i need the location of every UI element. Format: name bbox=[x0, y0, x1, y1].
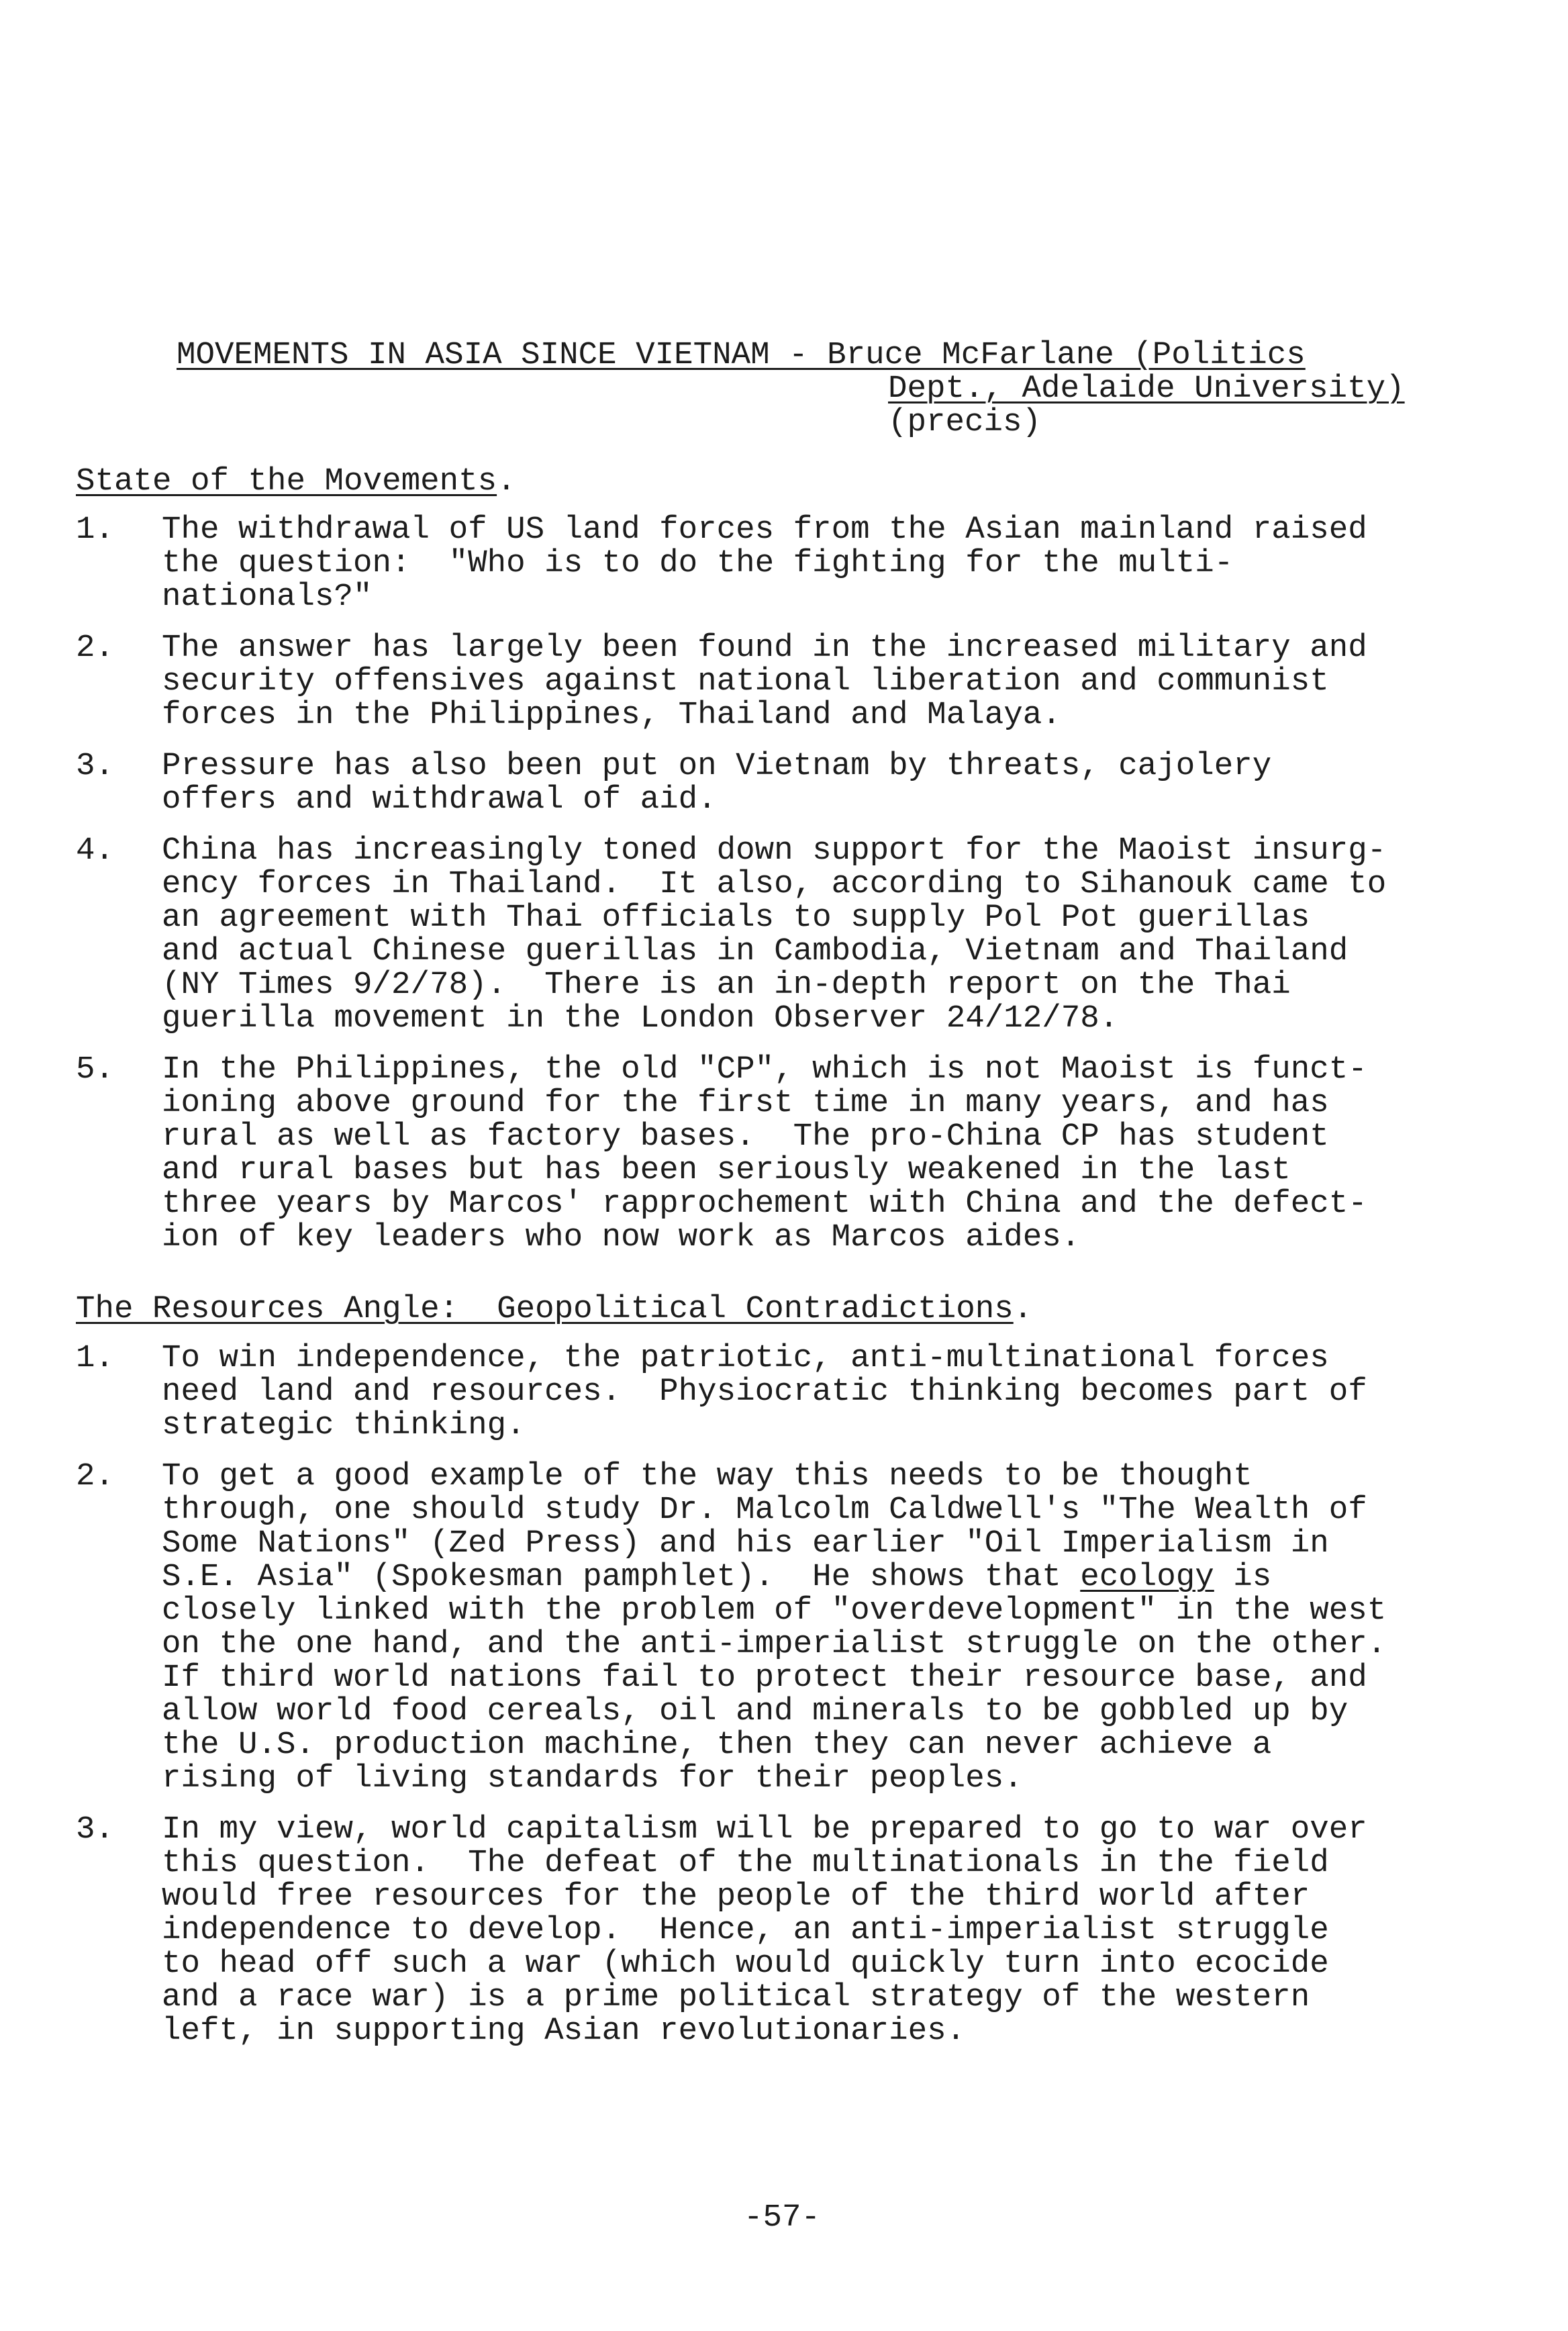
list-item bbox=[76, 1813, 1512, 2048]
list-item bbox=[76, 1460, 1512, 1795]
item-number: 2. bbox=[76, 630, 115, 666]
section-title-suffix: . bbox=[497, 463, 516, 500]
page-number: -57- bbox=[744, 2199, 821, 2236]
list-item bbox=[76, 749, 1512, 816]
item-number: 3. bbox=[76, 1811, 115, 1848]
item-text-part: is closely linked with the problem of "overdevelopment" in the west on the one hand, and the anti-imperialist struggle on the other. If third world nations fail to protect their resource base, and allow world food cereals, oil and minerals to be gobbled up by the U.S. production machine, then they can never achieve a rising of living standards for their peoples. bbox=[162, 1559, 1387, 1797]
item-text: Pressure has also been put on Vietnam by threats, cajolery offers and withdrawal of aid. bbox=[162, 748, 1272, 818]
section-items-state-of-movements bbox=[76, 513, 1512, 1272]
item-text: In my view, world capitalism will be prepared to go to war over this question. The defeat of the multinationals in the field would free resources for the people of the third world after independence to develop. Hence, an anti-imperialist struggle to head off such a war (which would quickly turn into ecocide and a race war) is a prime political strategy of the western left, in supporting Asian revolutionaries. bbox=[162, 1811, 1367, 2049]
heading-precis: (precis) bbox=[888, 404, 1042, 440]
heading-title-line: MOVEMENTS IN ASIA SINCE VIETNAM - Bruce McFarlane (Politics bbox=[177, 337, 1306, 373]
list-item bbox=[76, 1341, 1512, 1442]
item-number: 5. bbox=[76, 1051, 115, 1088]
section-heading-state-of-movements bbox=[76, 465, 516, 498]
heading-affiliation: Dept., Adelaide University) bbox=[888, 371, 1405, 407]
heading-affiliation-line bbox=[177, 372, 1452, 406]
item-text: China has increasingly toned down support for the Maoist insurg- ency forces in Thailand. It also, according to Sihanouk came to an agreement with Thai officials to supply Pol Pot guerillas and actual Chinese guerillas in Cambodia, Vietnam and Thailand (NY Times 9/2/78). There is an in-depth report on the Thai guerilla movement in the London Observer 24/12/78. bbox=[162, 832, 1387, 1037]
list-item bbox=[76, 834, 1512, 1035]
item-text: The withdrawal of US land forces from the Asian mainland raised the question: "Who is to do the fighting for the multi- nationals?" bbox=[162, 512, 1367, 615]
item-number: 3. bbox=[76, 748, 115, 784]
document-heading bbox=[177, 338, 1452, 439]
heading-precis-line bbox=[177, 406, 1452, 439]
item-text: In the Philippines, the old "CP", which is not Maoist is funct- ioning above ground for the first time in many years, and has rural as well as factory bases. The pro-China CP has student and rural bases but has been seriously weakened in the last three years by Marcos' rapprochement with China and the defect- ion of key leaders who now work as Marcos aides. bbox=[162, 1051, 1367, 1255]
section-title: State of the Movements bbox=[76, 463, 497, 500]
item-number: 2. bbox=[76, 1458, 115, 1494]
list-item bbox=[76, 513, 1512, 614]
item-text-part: To get a good example of the way this needs to be thought through, one should study Dr. Malcolm Caldwell's "The Wealth of Some Nations" (Zed Press) and his earlier "Oil Imperialism in S.E. Asia" (Spokesman pamphlet). He shows that bbox=[162, 1458, 1367, 1595]
item-text: To win independence, the patriotic, anti-multinational forces need land and resources. Physiocratic thinking becomes part of strategic thinking. bbox=[162, 1340, 1367, 1443]
emphasized-term: ecology bbox=[1080, 1559, 1214, 1595]
list-item bbox=[76, 1053, 1512, 1254]
section-title-suffix: . bbox=[1013, 1291, 1033, 1327]
section-heading-resources-angle bbox=[76, 1292, 1032, 1326]
item-text: The answer has largely been found in the increased military and security offensives against national liberation and communist forces in the Philippines, Thailand and Malaya. bbox=[162, 630, 1367, 733]
item-number: 1. bbox=[76, 512, 115, 548]
item-text bbox=[162, 1460, 1512, 1795]
item-number: 4. bbox=[76, 832, 115, 869]
item-number: 1. bbox=[76, 1340, 115, 1376]
section-items-resources-angle bbox=[76, 1341, 1512, 2065]
section-title: The Resources Angle: Geopolitical Contradictions bbox=[76, 1291, 1014, 1327]
list-item bbox=[76, 631, 1512, 732]
